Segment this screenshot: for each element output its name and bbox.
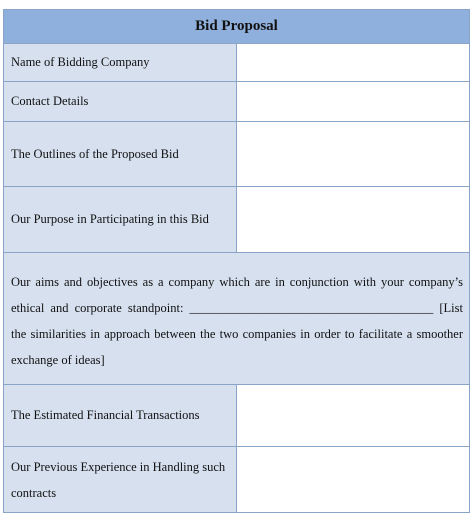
row-label-proposed-bid: The Outlines of the Proposed Bid (4, 122, 237, 187)
table-row (4, 447, 470, 513)
bid-proposal-form (3, 9, 470, 513)
table-row (4, 44, 470, 82)
table-row (4, 122, 470, 187)
row-label-bidding-company: Name of Bidding Company (4, 44, 237, 82)
row-value-purpose[interactable] (237, 187, 470, 253)
row-value-previous-experience[interactable] (237, 447, 470, 513)
table-row (4, 253, 470, 385)
table-row (4, 82, 470, 122)
objectives-cell (4, 253, 470, 385)
row-label-contact-details: Contact Details (4, 82, 237, 122)
table-row (4, 385, 470, 447)
row-value-bidding-company[interactable] (237, 44, 470, 82)
row-label-purpose: Our Purpose in Participating in this Bid (4, 187, 237, 253)
row-label-financial-transactions: The Estimated Financial Transactions (4, 385, 237, 447)
row-value-contact-details[interactable] (237, 82, 470, 122)
form-title: Bid Proposal (4, 10, 470, 44)
row-value-proposed-bid[interactable] (237, 122, 470, 187)
table-row (4, 187, 470, 253)
objectives-text: Our aims and objectives as a company which are in conjunction with your company’s ethical and corporate standpoint: _______________________________________ [List the similarities in approach between the two companies in order to facilitate a smoother exchange of ideas] (11, 274, 463, 367)
row-label-previous-experience: Our Previous Experience in Handling such contracts (4, 447, 237, 513)
row-value-financial-transactions[interactable] (237, 385, 470, 447)
